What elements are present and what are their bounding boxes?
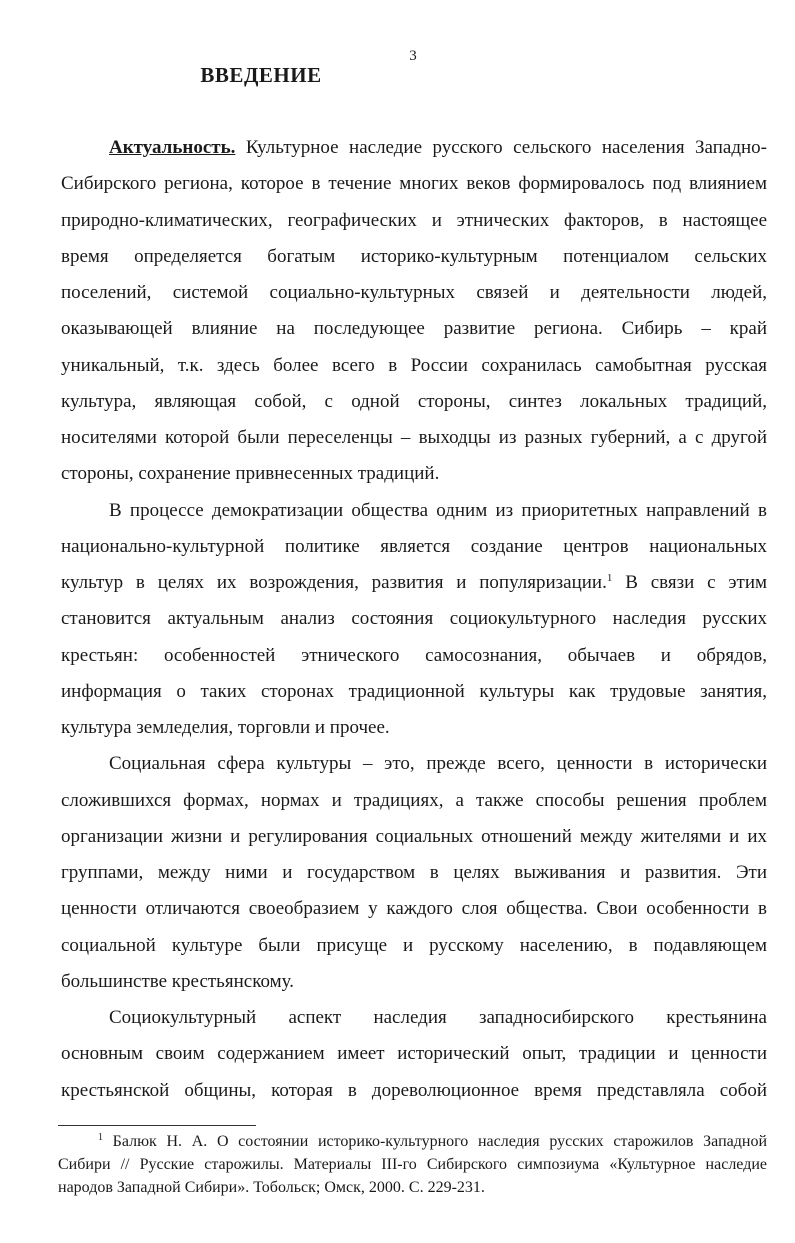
paragraph-line: стороны, сохранение привнесенных традиций.: [61, 463, 440, 485]
paragraph-line: поселений, системой социально-культурных связей и деятельности людей,: [61, 282, 767, 303]
footnote-line: Сибири // Русские старожилы. Материалы III-го Сибирского симпозиума «Культурное наследие: [58, 1156, 767, 1173]
page-title: ВВЕДЕНИЕ: [200, 63, 322, 87]
paragraph-line: Социальная сфера культуры – это, прежде всего, ценности в исторически: [109, 753, 767, 775]
footnote-line: народов Западной Сибири». Тобольск; Омск, 2000. С. 229-231.: [58, 1179, 485, 1196]
paragraph-line: оказывающей влияние на последующее развитие региона. Сибирь – край: [61, 318, 767, 340]
paragraph-line: Сибирского региона, которое в течение многих веков формировалось под влиянием: [61, 173, 767, 195]
line-text: Культурное наследие русского сельского населения Западно-: [235, 137, 767, 158]
paragraph-line: носителями которой были переселенцы – выходцы из разных губерний, а с другой: [61, 427, 767, 448]
paragraph-line: время определяется богатым историко-культурным потенциалом сельских: [61, 245, 767, 267]
paragraph-line: культура земледелия, торговли и прочее.: [61, 717, 390, 738]
paragraph-line: большинстве крестьянскому.: [61, 970, 294, 992]
footnote-marker: 1: [98, 1132, 103, 1143]
paragraph-line: [61, 565, 767, 601]
line-text: культур в целях их возрождения, развития и популяризации.: [61, 572, 607, 593]
paragraph-line: национально-культурной политике является создание центров национальных: [61, 535, 767, 557]
line-text: Балюк Н. А. О состоянии историко-культурного наследия русских старожилов Западной: [103, 1133, 767, 1150]
paragraph-line: ценности отличаются своеобразием у каждого слоя общества. Свои особенности в: [61, 898, 767, 920]
paragraph-sociocultural-aspect: [61, 1000, 767, 1109]
paragraph-line: организации жизни и регулирования социальных отношений между жителями и их: [61, 825, 767, 847]
paragraph-social-sphere: [61, 746, 767, 1000]
paragraph-line: информация о таких сторонах традиционной культуры как трудовые занятия,: [61, 680, 767, 702]
footnotes: [58, 1130, 767, 1199]
footnote-separator: [58, 1125, 256, 1126]
page-number: 3: [409, 48, 417, 64]
paragraph-line: основным своим содержанием имеет исторический опыт, традиции и ценности: [61, 1043, 767, 1065]
paragraph-relevance: [61, 130, 767, 493]
paragraph-line: становится актуальным анализ состояния социокультурного наследия русских: [61, 608, 767, 630]
paragraph-line: социальной культуре были присуще и русскому населению, в подавляющем: [61, 934, 767, 956]
footnote-reference[interactable]: 1: [606, 572, 613, 584]
line-text: В связи с этим: [612, 572, 768, 593]
paragraph-line: крестьянской общины, которая в дореволюционное время представляла собой: [61, 1079, 767, 1101]
paragraph-line: Социокультурный аспект наследия западносибирского крестьянина: [109, 1007, 767, 1028]
paragraph-democratization: [61, 493, 767, 747]
paragraph-line: В процессе демократизации общества одним из приоритетных направлений в: [109, 499, 767, 521]
paragraph-line: природно-климатических, географических и этнических факторов, в настоящее: [61, 209, 767, 231]
paragraph-line: сложившихся формах, нормах и традициях, а также способы решения проблем: [61, 789, 767, 811]
footnote-line: [58, 1130, 767, 1153]
paragraph-line: [61, 130, 767, 166]
body-text: [61, 130, 767, 1109]
paragraph-line: уникальный, т.к. здесь более всего в России сохранилась самобытная русская: [61, 354, 767, 376]
paragraph-line: культура, являющая собой, с одной стороны, синтез локальных традиций,: [61, 390, 767, 412]
paragraph-line: крестьян: особенностей этнического самосознания, обычаев и обрядов,: [61, 644, 767, 666]
paragraph-line: группами, между ними и государством в целях выживания и развития. Эти: [61, 862, 767, 883]
section-lead-term: Актуальность.: [109, 137, 236, 158]
